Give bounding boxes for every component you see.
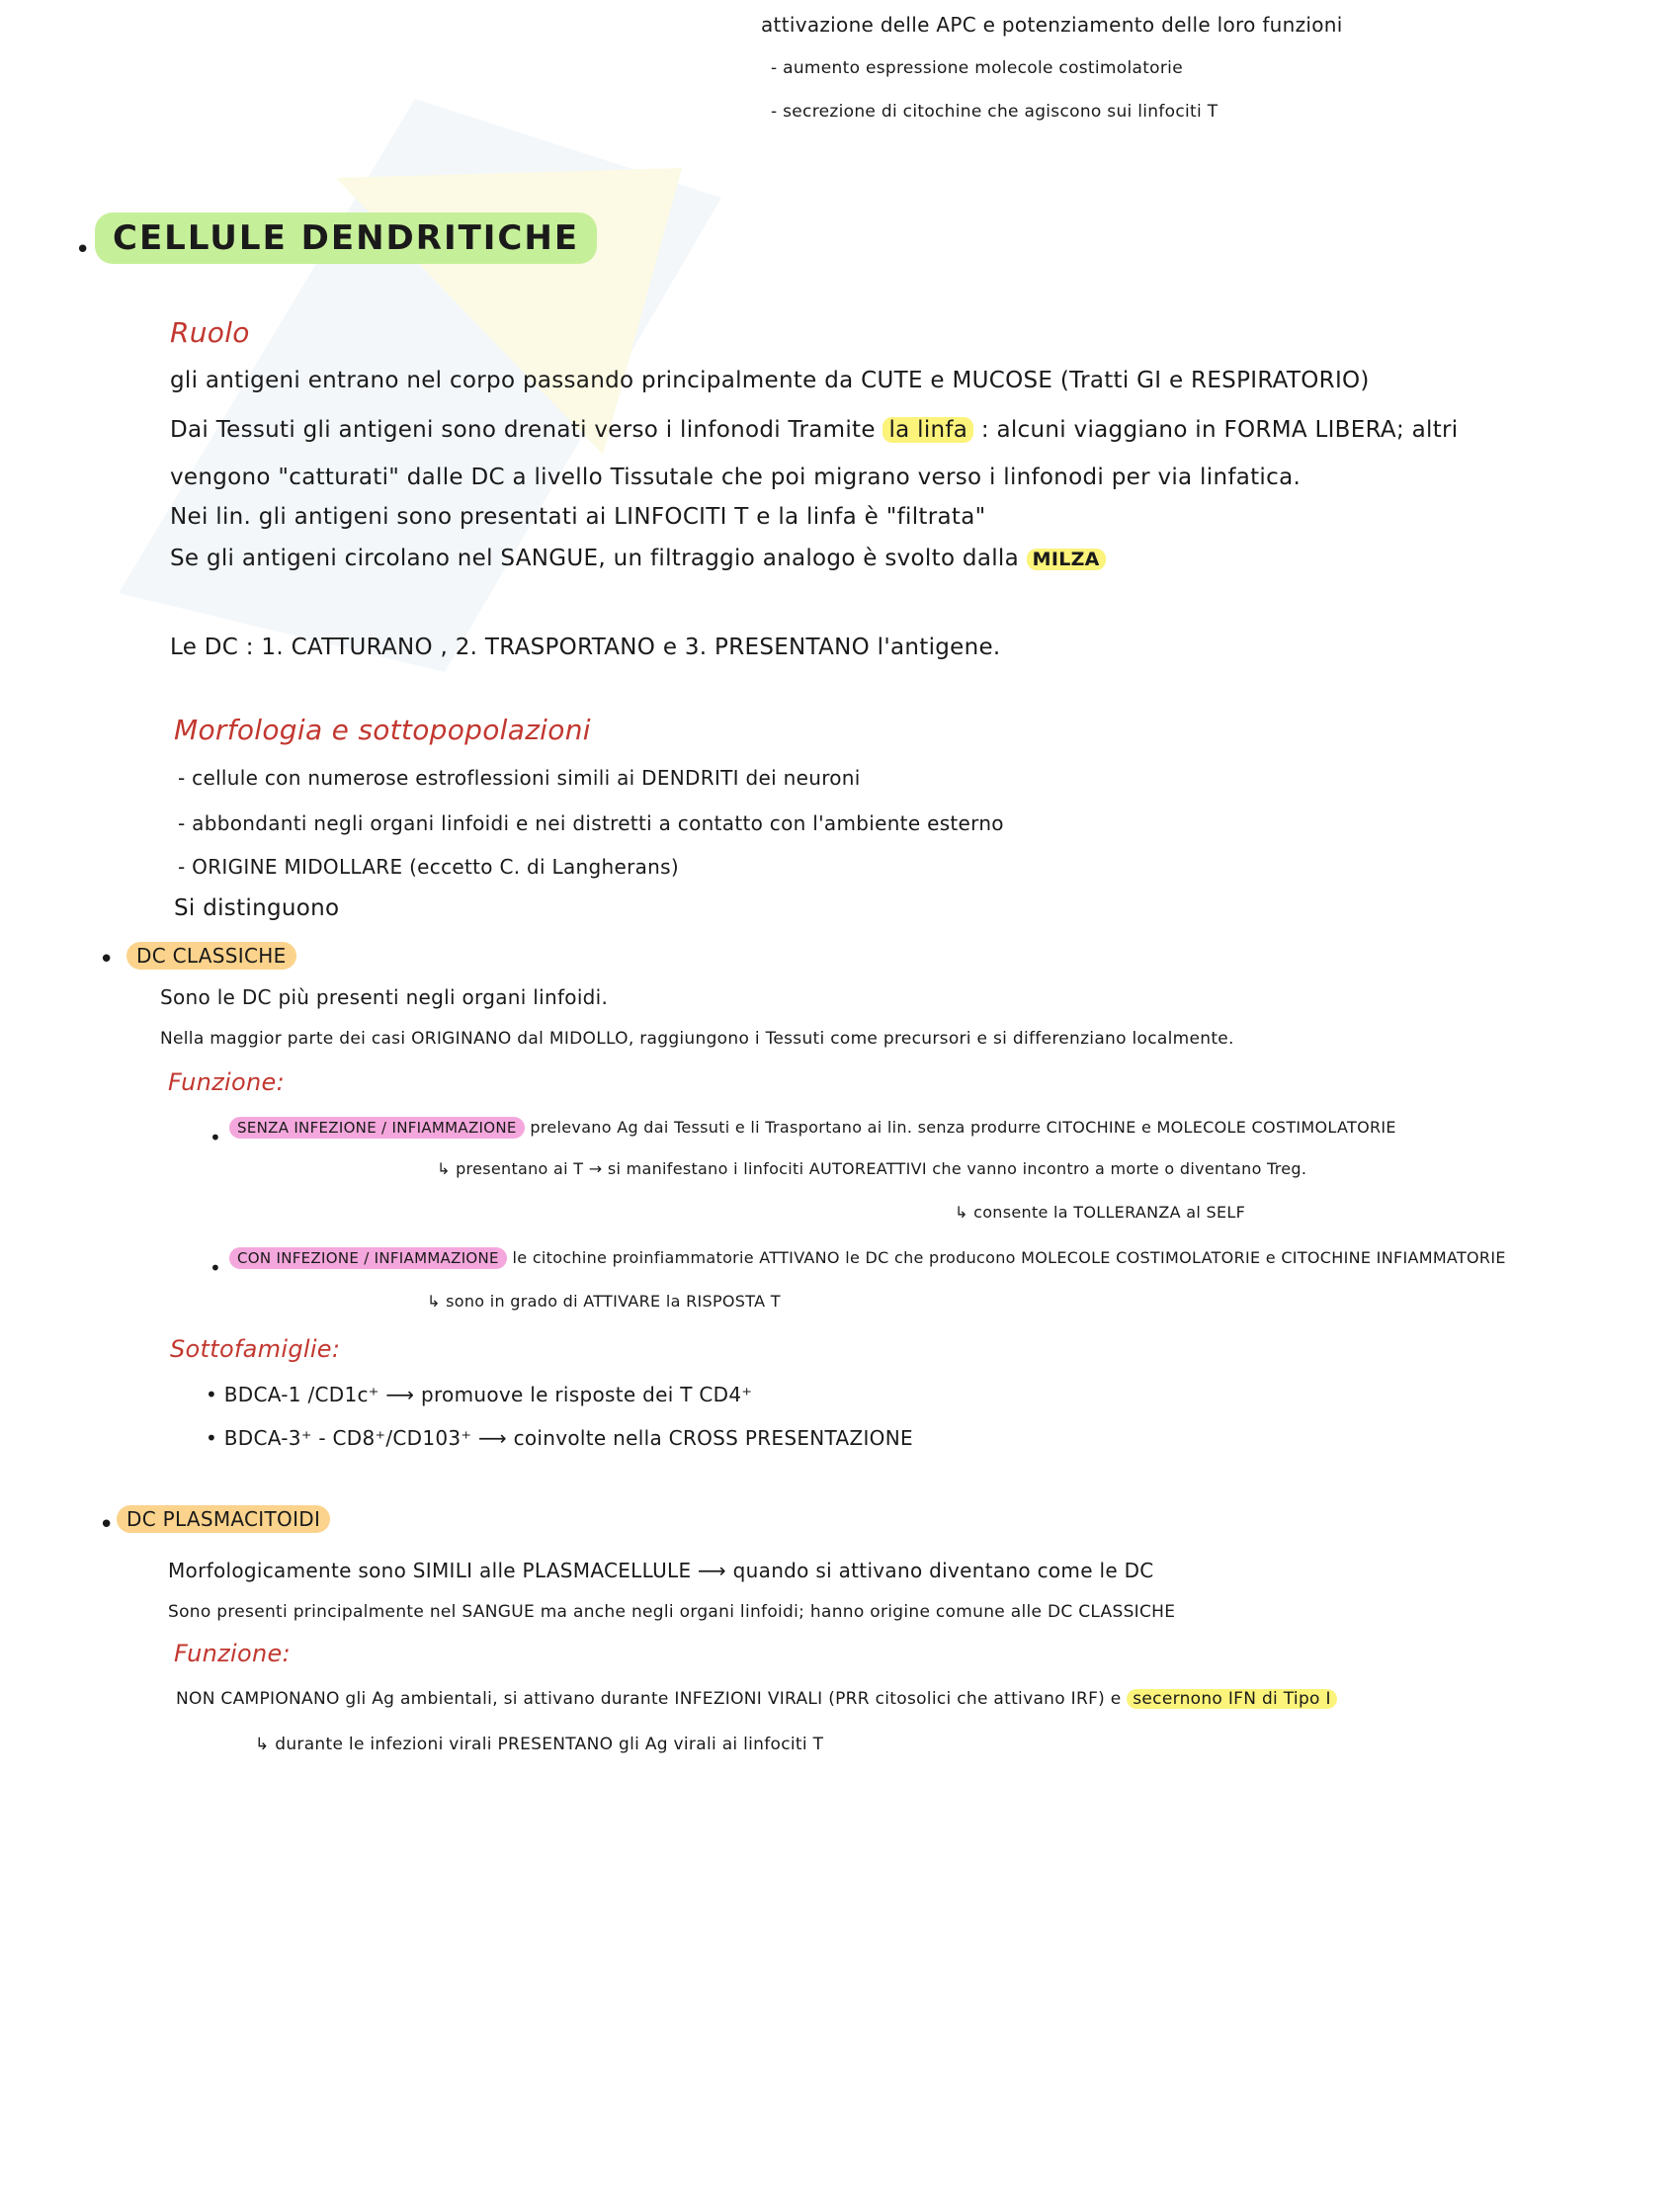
- senza-infezione-sub-2: ↳ consente la TOLLERANZA al SELF: [955, 1203, 1246, 1222]
- top-note-line-1: attivazione delle APC e potenziamento delle loro funzioni: [761, 13, 1343, 37]
- morfologia-line-3: - ORIGINE MIDOLLARE (eccetto C. di Langherans): [178, 855, 679, 879]
- dc-plasmacitoidi-line-3: [176, 1684, 1337, 1714]
- con-infezione-text: le citochine proinfiammatorie ATTIVANO le DC che producono MOLECOLE COSTIMOLATORIE e CITOCHINE INFIAMMATORIE: [512, 1248, 1506, 1267]
- dc-plasmacitoidi-funzione-heading: Funzione:: [174, 1640, 291, 1667]
- morfologia-heading: Morfologia e sottopopolazioni: [174, 714, 591, 746]
- ruolo-milza-highlight: MILZA: [1027, 549, 1106, 570]
- ruolo-line-2b: : alcuni viaggiano in FORMA LIBERA; altri: [980, 417, 1459, 443]
- ruolo-line-6: Le DC : 1. CATTURANO , 2. TRASPORTANO e 3. PRESENTANO l'antigene.: [170, 635, 1001, 660]
- dc-plasmacitoidi-line-1: Morfologicamente sono SIMILI alle PLASMACELLULE ⟶ quando si attivano diventano come le DC: [168, 1559, 1154, 1582]
- ruolo-line-5a: Se gli antigeni circolano nel SANGUE, un filtraggio analogo è svolto dalla: [170, 546, 1019, 571]
- con-infezione-label: CON INFEZIONE / INFIAMMAZIONE: [229, 1247, 507, 1269]
- bullet-dot: •: [75, 235, 91, 265]
- dc-classiche-line-1: Sono le DC più presenti negli organi linfoidi.: [160, 985, 609, 1009]
- top-note-line-2: - aumento espressione molecole costimolatorie: [771, 58, 1183, 78]
- top-note-line-3: - secrezione di citochine che agiscono sui linfociti T: [771, 102, 1218, 122]
- ruolo-line-5: [170, 544, 1106, 574]
- ruolo-line-3: vengono "catturati" dalle DC a livello Tissutale che poi migrano verso i linfonodi per via linfatica.: [170, 465, 1302, 490]
- section-title-text: CELLULE DENDRITICHE: [95, 212, 597, 264]
- dc-plasmacitoidi-line-3a: NON CAMPIONANO gli Ag ambientali, si attivano durante INFEZIONI VIRALI (PRR citosolici che attivano IRF) e: [176, 1689, 1122, 1709]
- con-infezione-sub: ↳ sono in grado di ATTIVARE la RISPOSTA T: [427, 1292, 781, 1311]
- ruolo-line-4: Nei lin. gli antigeni sono presentati ai LINFOCITI T e la linfa è "filtrata": [170, 504, 986, 530]
- morfologia-line-2: - abbondanti negli organi linfoidi e nei distretti a contatto con l'ambiente esterno: [178, 811, 1004, 835]
- ruolo-line-2a: Dai Tessuti gli antigeni sono drenati verso i linfonodi Tramite: [170, 417, 876, 443]
- senza-infezione-label: SENZA INFEZIONE / INFIAMMAZIONE: [229, 1117, 525, 1139]
- bullet-dot: •: [99, 1510, 115, 1540]
- sottofamiglia-2: • BDCA-3⁺ - CD8⁺/CD103⁺ ⟶ coinvolte nella CROSS PRESENTAZIONE: [206, 1426, 913, 1450]
- senza-infezione-text: prelevano Ag dai Tessuti e li Trasportano ai lin. senza produrre CITOCHINE e MOLECOLE COSTIMOLATORIE: [530, 1118, 1396, 1137]
- sottofamiglia-1: • BDCA-1 /CD1c⁺ ⟶ promuove le risposte dei T CD4⁺: [206, 1383, 753, 1406]
- ruolo-heading: Ruolo: [170, 316, 250, 349]
- ruolo-line-1: gli antigeni entrano nel corpo passando principalmente da CUTE e MUCOSE (Tratti GI e RESPIRATORIO): [170, 368, 1370, 393]
- bullet-dot: •: [99, 945, 115, 975]
- dc-classiche-label-text: DC CLASSICHE: [126, 942, 296, 970]
- senza-infezione-sub-1: ↳ presentano ai T → si manifestano i linfociti AUTOREATTIVI che vanno incontro a morte o diventano Treg.: [437, 1159, 1307, 1178]
- dc-plasmacitoidi-label-text: DC PLASMACITOIDI: [117, 1505, 330, 1533]
- morfologia-line-4: Si distinguono: [174, 895, 340, 921]
- bullet-dot: •: [210, 1126, 221, 1149]
- ruolo-linfa-highlight: la linfa: [882, 417, 973, 443]
- bullet-dot: •: [210, 1256, 221, 1280]
- dc-classiche-funzione-heading: Funzione:: [168, 1068, 285, 1096]
- morfologia-line-1: - cellule con numerose estroflessioni simili ai DENDRITI dei neuroni: [178, 766, 861, 790]
- con-infezione-row: [229, 1243, 1506, 1273]
- dc-plasmacitoidi-label: [117, 1504, 330, 1534]
- dc-plasmacitoidi-line-2: Sono presenti principalmente nel SANGUE ma anche negli organi linfoidi; hanno origine comune alle DC CLASSICHE: [168, 1602, 1176, 1622]
- section-title: [95, 218, 597, 258]
- dc-classiche-line-2: Nella maggior parte dei casi ORIGINANO dal MIDOLLO, raggiungono i Tessuti come precursori e si differenziano localmente.: [160, 1029, 1234, 1049]
- dc-classiche-label: [126, 941, 296, 971]
- dc-plasmacitoidi-line-4: ↳ durante le infezioni virali PRESENTANO gli Ag virali ai linfociti T: [255, 1735, 824, 1754]
- sottofamiglie-heading: Sottofamiglie:: [170, 1335, 341, 1363]
- ifn-highlight: secernono IFN di Tipo I: [1127, 1689, 1337, 1709]
- senza-infezione-row: [229, 1113, 1396, 1143]
- ruolo-line-2: [170, 415, 1458, 445]
